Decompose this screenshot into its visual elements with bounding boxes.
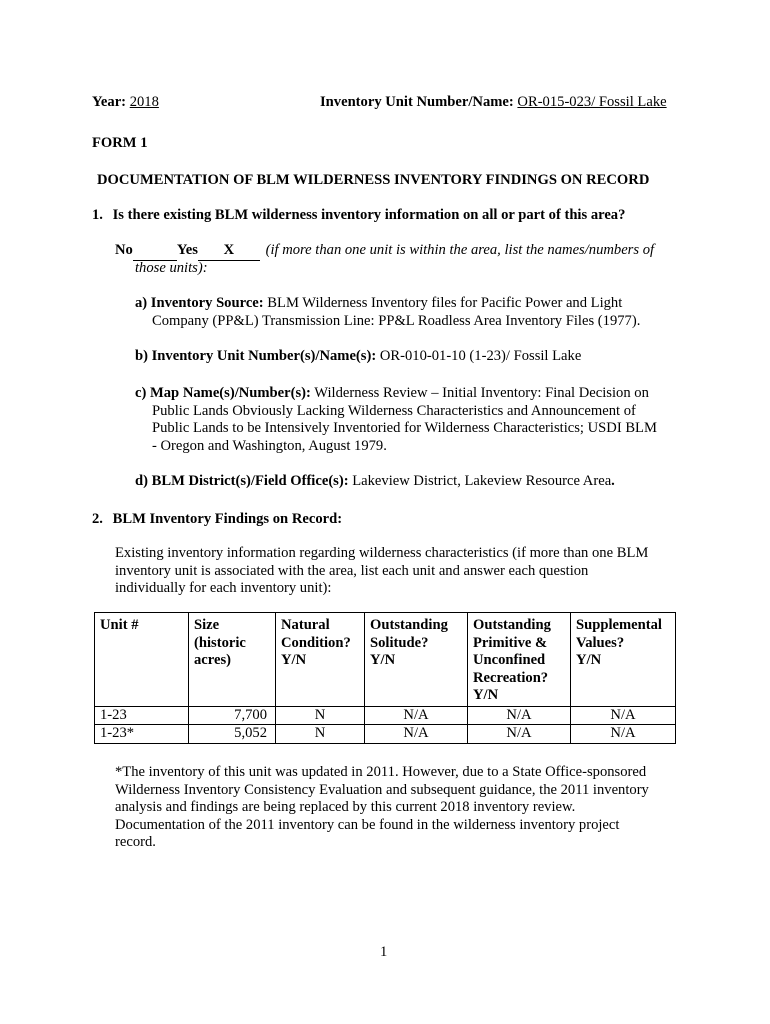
supplemental-cell: N/A bbox=[571, 706, 676, 725]
inventory-unit-value: OR-015-023/ Fossil Lake bbox=[517, 94, 667, 110]
header-outstanding-recreation: Outstanding Primitive & Unconfined Recreation? Y/N bbox=[468, 613, 571, 707]
inventory-source: a) Inventory Source: BLM Wilderness Inventory files for Pacific Power and Light Company (PP&L) Transmission Line: PP&L Roadless Area Inventory Files (1977). bbox=[135, 295, 641, 329]
solitude-cell: N/A bbox=[365, 725, 468, 744]
form-title: FORM 1 bbox=[92, 135, 148, 151]
header-natural-condition: Natural Condition? Y/N bbox=[276, 613, 365, 707]
header-unit: Unit # bbox=[95, 613, 189, 707]
size-cell: 7,700 bbox=[189, 706, 276, 725]
recreation-cell: N/A bbox=[468, 725, 571, 744]
question-2 bbox=[92, 511, 342, 529]
map-names-label: c) Map Name(s)/Number(s): bbox=[135, 385, 311, 401]
no-label: No bbox=[115, 242, 133, 258]
header-supplemental-values: Supplemental Values? Y/N bbox=[571, 613, 676, 707]
unit-cell: 1-23* bbox=[95, 725, 189, 744]
yes-no-answer bbox=[115, 242, 695, 261]
header-size: Size (historic acres) bbox=[189, 613, 276, 707]
document-title: DOCUMENTATION OF BLM WILDERNESS INVENTORY FINDINGS ON RECORD bbox=[97, 172, 650, 188]
inventory-unit-field bbox=[320, 94, 667, 112]
multi-unit-note-cont: those units): bbox=[135, 260, 208, 276]
footnote: *The inventory of this unit was updated in 2011. However, due to a State Office-sponsored Wilderness Inventory Consistency Evaluation and subsequent guidance, the 2011 inventory analysis and findings are being replaced by this current 2018 inventory review. Documentation of the 2011 inventory can be found in the wilderness inventory project record. bbox=[115, 764, 649, 850]
question-1 bbox=[92, 207, 625, 225]
question-1-number: 1. bbox=[92, 207, 103, 223]
year-label: Year: bbox=[92, 94, 127, 110]
inventory-unit-label: Inventory Unit Number/Name: bbox=[320, 94, 514, 110]
solitude-cell: N/A bbox=[365, 706, 468, 725]
multi-unit-note: (if more than one unit is within the area, list the names/numbers of bbox=[265, 242, 655, 258]
size-cell: 5,052 bbox=[189, 725, 276, 744]
year-value: 2018 bbox=[129, 94, 159, 110]
district-field-office-label: d) BLM District(s)/Field Office(s): bbox=[135, 473, 349, 489]
natural-condition-cell: N bbox=[276, 725, 365, 744]
supplemental-cell: N/A bbox=[571, 725, 676, 744]
unit-cell: 1-23 bbox=[95, 706, 189, 725]
district-field-office: d) BLM District(s)/Field Office(s): Lakeview District, Lakeview Resource Area. bbox=[135, 473, 615, 489]
header-outstanding-solitude: Outstanding Solitude? Y/N bbox=[365, 613, 468, 707]
question-1-text: Is there existing BLM wilderness inventory information on all or part of this area? bbox=[112, 207, 626, 223]
question-2-heading: BLM Inventory Findings on Record: bbox=[112, 511, 343, 527]
question-2-intro: Existing inventory information regarding wilderness characteristics (if more than one BLM inventory unit is associated with the area, list each unit and answer each question individually for each inventory unit): bbox=[115, 545, 649, 596]
page-number: 1 bbox=[380, 944, 388, 960]
yes-mark: X bbox=[223, 242, 235, 258]
inventory-unit-numbers-label: b) Inventory Unit Number(s)/Name(s): bbox=[135, 348, 377, 364]
natural-condition-cell: N bbox=[276, 706, 365, 725]
year-field bbox=[92, 94, 159, 112]
recreation-cell: N/A bbox=[468, 706, 571, 725]
map-names: c) Map Name(s)/Number(s): Wilderness Review – Initial Inventory: Final Decision on Public Lands Obviously Lacking Wilderness Characteristics and Announcement of Public Lands to be Intensively Inventoried for Wilderness Characteristics; USDI BLM - Oregon and Washington, August 1979. bbox=[135, 385, 657, 454]
no-blank bbox=[133, 242, 177, 261]
table-row bbox=[95, 725, 676, 744]
inventory-source-label: a) Inventory Source: bbox=[135, 295, 264, 311]
findings-table bbox=[94, 612, 676, 744]
question-2-number: 2. bbox=[92, 511, 103, 527]
inventory-unit-numbers: b) Inventory Unit Number(s)/Name(s): OR-010-01-10 (1-23)/ Fossil Lake bbox=[135, 348, 582, 364]
yes-blank bbox=[198, 242, 260, 261]
table-header-row bbox=[95, 613, 676, 707]
yes-label: Yes bbox=[176, 242, 198, 258]
table-row bbox=[95, 706, 676, 725]
